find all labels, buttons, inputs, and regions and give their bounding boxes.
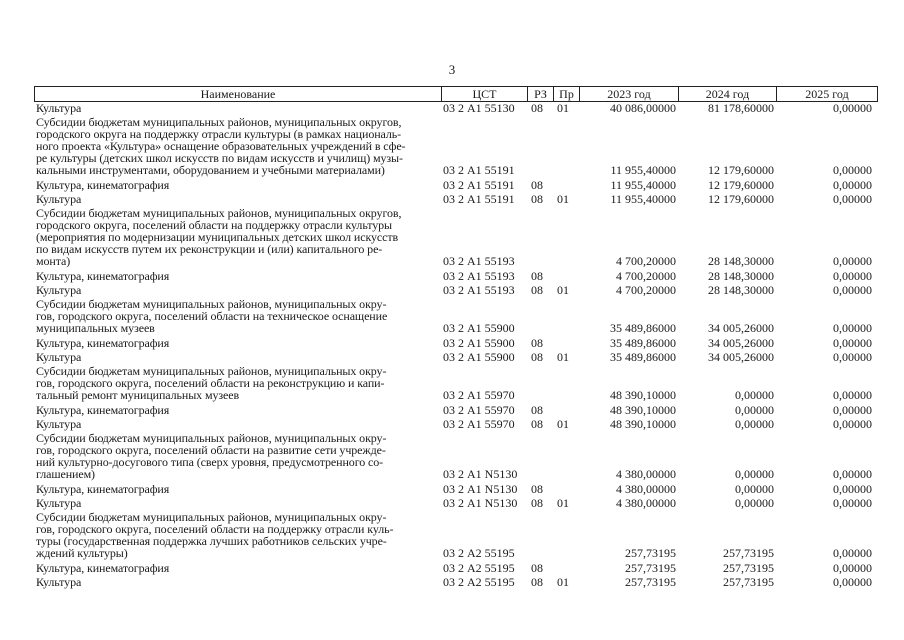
row-rz: 08 [531,403,543,417]
row-cst: 03 2 А2 55195 [443,546,515,560]
row-value-2023: 4 380,00000 [616,467,676,481]
row-rz: 08 [531,575,543,589]
table-row [0,337,904,351]
row-value-2023: 4 700,20000 [616,269,676,283]
row-value-2025: 0,00000 [833,192,872,206]
row-value-2023: 35 489,86000 [610,350,676,364]
table-row [0,270,904,284]
row-cst: 03 2 А1 55191 [443,192,515,206]
row-value-2024: 0,00000 [735,467,774,481]
row-cst: 03 2 А1 55193 [443,283,515,297]
table-row [0,102,904,116]
header-2023: 2023 год [607,87,651,101]
row-value-2025: 0,00000 [833,403,872,417]
row-value-2024: 34 005,26000 [708,336,774,350]
table-row [0,179,904,193]
table-row [0,404,904,418]
row-value-2024: 257,73195 [723,561,774,575]
row-rz: 08 [531,561,543,575]
table-row [0,432,904,483]
table-row [0,418,904,432]
row-value-2025: 0,00000 [833,269,872,283]
row-pr: 01 [557,496,569,510]
row-value-2025: 0,00000 [833,482,872,496]
row-value-2023: 48 390,10000 [610,417,676,431]
row-value-2024: 257,73195 [723,575,774,589]
row-value-2023: 48 390,10000 [610,403,676,417]
row-name: Культура, кинематография [36,269,170,283]
row-name: Субсидии бюджетам муниципальных районов, муниципальных окру- гов, городского округа, поселений области на техническое оснащение муниципальных музеев [36,297,388,335]
row-value-2025: 0,00000 [833,575,872,589]
row-cst: 03 2 А1 55970 [443,388,515,402]
row-cst: 03 2 А1 N5130 [443,467,518,481]
row-name: Культура [36,496,82,510]
row-rz: 08 [531,192,543,206]
header-name: Наименование [200,87,276,101]
row-value-2023: 257,73195 [625,546,676,560]
row-name: Культура [36,417,82,431]
row-value-2024: 0,00000 [735,482,774,496]
row-value-2025: 0,00000 [833,321,872,335]
row-value-2023: 4 700,20000 [616,254,676,268]
table-row [0,365,904,404]
row-name: Культура, кинематография [36,178,170,192]
row-pr: 01 [557,283,569,297]
row-value-2024: 12 179,60000 [708,163,774,177]
row-value-2024: 0,00000 [735,417,774,431]
row-name: Культура [36,350,82,364]
row-name: Культура, кинематография [36,336,170,350]
table-row [0,576,904,590]
row-rz: 08 [531,350,543,364]
row-value-2025: 0,00000 [833,101,872,115]
row-value-2023: 11 955,40000 [610,192,676,206]
row-rz: 08 [531,269,543,283]
row-rz: 08 [531,178,543,192]
row-pr: 01 [557,192,569,206]
row-value-2024: 34 005,26000 [708,350,774,364]
table-header [34,86,878,102]
header-2025: 2025 год [805,87,849,101]
table-body [0,102,904,590]
row-value-2024: 28 148,30000 [708,269,774,283]
row-rz: 08 [531,101,543,115]
row-rz: 08 [531,336,543,350]
row-value-2025: 0,00000 [833,336,872,350]
row-value-2023: 35 489,86000 [610,321,676,335]
row-value-2024: 12 179,60000 [708,192,774,206]
table-row [0,116,904,179]
row-value-2024: 12 179,60000 [708,178,774,192]
row-cst: 03 2 А1 N5130 [443,496,518,510]
row-value-2023: 4 380,00000 [616,496,676,510]
row-value-2024: 0,00000 [735,388,774,402]
row-name: Субсидии бюджетам муниципальных районов, муниципальных окру- гов, городского округа, поселений области на реконструкцию и капи- тальный ремонт муниципальных музеев [36,364,387,402]
row-value-2025: 0,00000 [833,388,872,402]
header-pr: Пр [559,87,574,101]
row-cst: 03 2 А1 N5130 [443,482,518,496]
row-name: Культура [36,283,82,297]
row-value-2024: 28 148,30000 [708,283,774,297]
row-name: Культура [36,575,82,589]
row-rz: 08 [531,417,543,431]
table-row [0,511,904,562]
row-cst: 03 2 А1 55193 [443,254,515,268]
row-value-2023: 11 955,40000 [610,178,676,192]
row-pr: 01 [557,101,569,115]
row-cst: 03 2 А1 55900 [443,336,515,350]
row-name: Субсидии бюджетам муниципальных районов, муниципальных округов, городского округа на поддержку отрасли культуры (в рамках националь- ного проекта «Культура» оснащение образовательных учреждений в сфе- ре культуры (детских школ искусств по видам искусств и училищ) музы- кальными инструментами, оборудованием и учебными материалами) [36,115,406,177]
row-cst: 03 2 А1 55191 [443,163,515,177]
row-value-2025: 0,00000 [833,178,872,192]
row-value-2025: 0,00000 [833,561,872,575]
row-name: Культура, кинематография [36,482,170,496]
header-2024: 2024 год [705,87,750,101]
row-pr: 01 [557,417,569,431]
table-row [0,483,904,497]
row-value-2024: 28 148,30000 [708,254,774,268]
row-cst: 03 2 А1 55130 [443,101,515,115]
table-row [0,284,904,298]
row-name: Субсидии бюджетам муниципальных районов, муниципальных окру- гов, городского округа, поселений области на поддержку отрасли куль- туры (государственная поддержка лучших работников сельских учре- ждений культуры) [36,510,394,560]
row-name: Культура [36,101,82,115]
row-name: Культура, кинематография [36,403,170,417]
header-rz: РЗ [534,87,547,101]
row-pr: 01 [557,575,569,589]
row-value-2025: 0,00000 [833,254,872,268]
row-cst: 03 2 А2 55195 [443,575,515,589]
row-pr: 01 [557,350,569,364]
header-cst: ЦСТ [472,87,497,101]
row-name: Субсидии бюджетам муниципальных районов, муниципальных окру- гов, городского округа, поселений области на развитие сети учрежде- ний культурно-досугового типа (сверх уровня, предусмотренного со- глашением) [36,431,387,481]
table-row [0,562,904,576]
row-name: Культура, кинематография [36,561,170,575]
row-value-2024: 0,00000 [735,496,774,510]
row-value-2025: 0,00000 [833,417,872,431]
row-rz: 08 [531,496,543,510]
table-row [0,497,904,511]
row-value-2024: 34 005,26000 [708,321,774,335]
row-value-2024: 81 178,60000 [708,101,774,115]
row-value-2025: 0,00000 [833,350,872,364]
row-value-2025: 0,00000 [833,546,872,560]
row-cst: 03 2 А1 55970 [443,417,515,431]
row-value-2024: 257,73195 [723,546,774,560]
page-number: 3 [448,62,456,77]
row-value-2025: 0,00000 [833,283,872,297]
table-row [0,351,904,365]
row-cst: 03 2 А1 55191 [443,178,515,192]
row-name: Культура [36,192,82,206]
table-row [0,298,904,337]
row-value-2023: 11 955,40000 [610,163,676,177]
table-row [0,207,904,270]
row-value-2023: 257,73195 [625,575,676,589]
row-cst: 03 2 А1 55900 [443,350,515,364]
row-value-2024: 0,00000 [735,403,774,417]
row-cst: 03 2 А1 55970 [443,403,515,417]
row-value-2025: 0,00000 [833,163,872,177]
row-value-2025: 0,00000 [833,496,872,510]
row-value-2023: 257,73195 [625,561,676,575]
row-value-2023: 40 086,00000 [610,101,676,115]
row-value-2023: 48 390,10000 [610,388,676,402]
row-cst: 03 2 А1 55193 [443,269,515,283]
row-value-2025: 0,00000 [833,467,872,481]
row-name: Субсидии бюджетам муниципальных районов, муниципальных округов, городского округа, поселений области на поддержку отрасли культуры (мероприятия по модернизации муниципальных детских школ искусств по видам искусств путем их реконструкции и (или) капитального ре- монта) [36,206,402,268]
row-cst: 03 2 А2 55195 [443,561,515,575]
row-value-2023: 4 380,00000 [616,482,676,496]
row-value-2023: 35 489,86000 [610,336,676,350]
row-value-2023: 4 700,20000 [616,283,676,297]
table-row [0,193,904,207]
row-cst: 03 2 А1 55900 [443,321,515,335]
row-rz: 08 [531,283,543,297]
row-rz: 08 [531,482,543,496]
